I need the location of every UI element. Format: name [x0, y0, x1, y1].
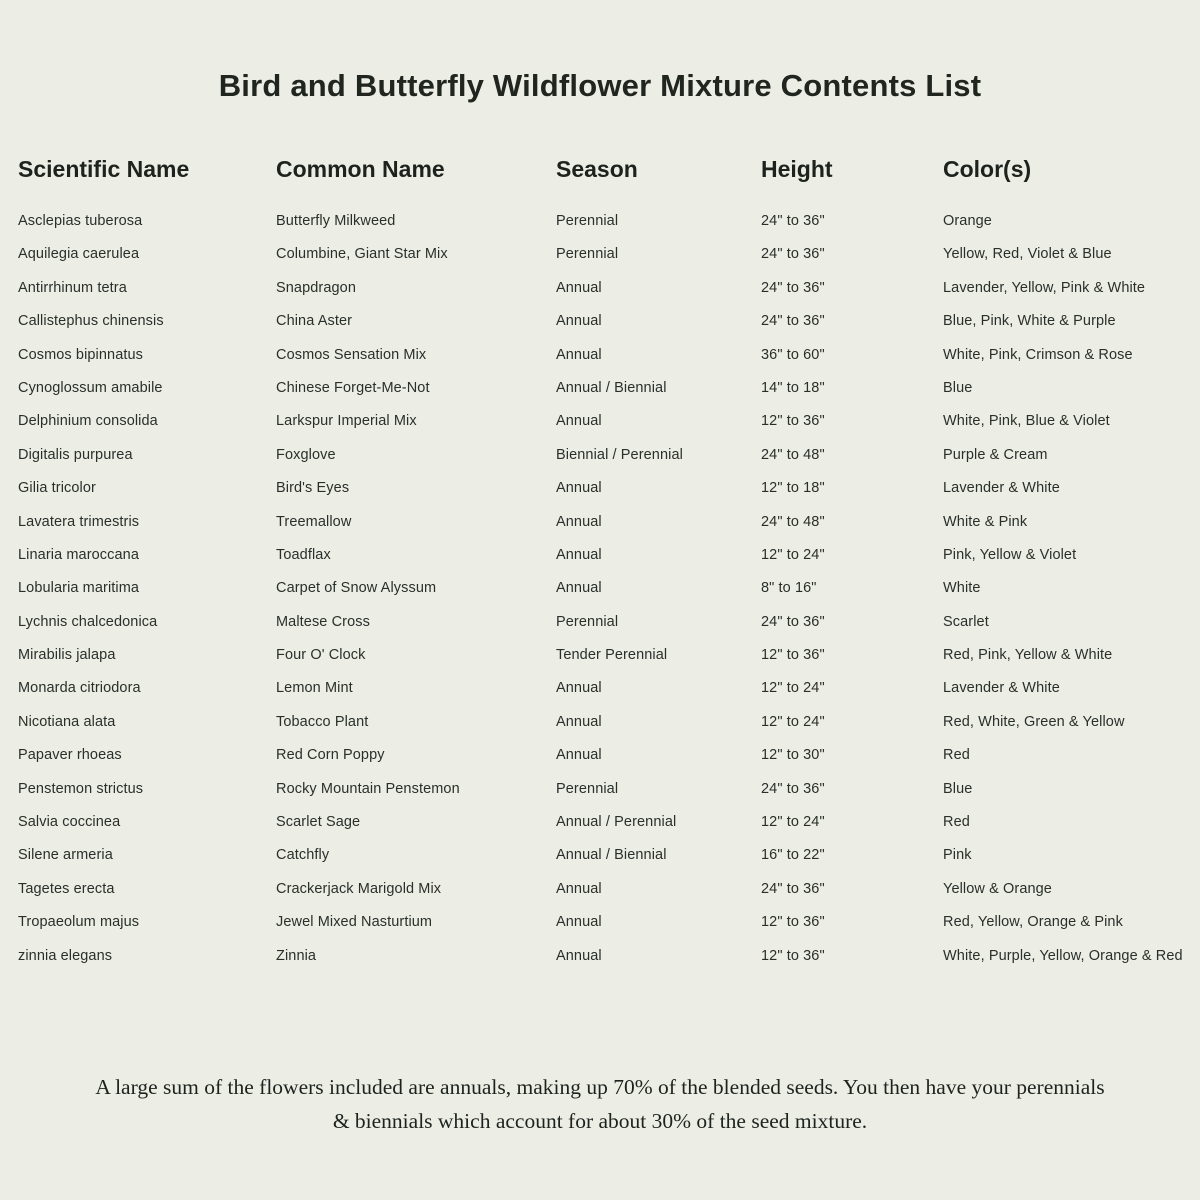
cell-height: 24" to 48": [761, 513, 825, 530]
page-title: Bird and Butterfly Wildflower Mixture Contents List: [218, 68, 982, 103]
cell-height: 16" to 22": [761, 847, 825, 864]
cell-common-name: Cosmos Sensation Mix: [276, 346, 427, 363]
cell-season: Biennial / Perennial: [556, 446, 683, 463]
cell-season: Annual / Perennial: [556, 814, 677, 831]
table-row: [18, 580, 1182, 613]
column-header-season: Season: [556, 156, 638, 182]
cell-common-name: Tobacco Plant: [276, 713, 369, 730]
cell-scientific-name: Salvia coccinea: [18, 814, 121, 831]
cell-season: Annual: [556, 279, 602, 296]
cell-height: 12" to 36": [761, 947, 825, 964]
table-row: [18, 614, 1182, 647]
cell-season: Annual: [556, 313, 602, 330]
cell-scientific-name: Linaria maroccana: [18, 546, 139, 563]
cell-height: 12" to 36": [761, 914, 825, 931]
cell-common-name: Red Corn Poppy: [276, 747, 385, 764]
cell-colors: White, Pink, Crimson & Rose: [943, 346, 1133, 363]
cell-season: Annual: [556, 546, 602, 563]
cell-season: Annual: [556, 914, 602, 931]
cell-height: 12" to 24": [761, 713, 825, 730]
cell-scientific-name: Gilia tricolor: [18, 480, 96, 497]
cell-season: Annual: [556, 413, 602, 430]
cell-height: 14" to 18": [761, 379, 825, 396]
cell-common-name: Toadflax: [276, 546, 331, 563]
cell-season: Perennial: [556, 613, 619, 630]
cell-colors: White: [943, 580, 981, 597]
cell-common-name: Four O' Clock: [276, 647, 366, 664]
cell-scientific-name: Papaver rhoeas: [18, 747, 122, 764]
contents-table-container: [0, 156, 1200, 981]
cell-scientific-name: Digitalis purpurea: [18, 446, 133, 463]
table-row: [18, 380, 1182, 413]
cell-season: Annual: [556, 880, 602, 897]
cell-height: 24" to 36": [761, 880, 825, 897]
cell-common-name: Zinnia: [276, 947, 317, 964]
cell-common-name: Scarlet Sage: [276, 814, 361, 831]
cell-season: Annual: [556, 947, 602, 964]
table-row: [18, 347, 1182, 380]
column-header-common-name: Common Name: [276, 156, 445, 182]
cell-scientific-name: zinnia elegans: [18, 947, 113, 964]
cell-season: Annual: [556, 747, 602, 764]
cell-colors: Lavender & White: [943, 680, 1060, 697]
cell-height: 12" to 18": [761, 480, 825, 497]
table-row: [18, 514, 1182, 547]
cell-height: 24" to 36": [761, 246, 825, 263]
cell-colors: Blue: [943, 780, 973, 797]
cell-colors: White, Purple, Yellow, Orange & Red: [943, 947, 1183, 964]
cell-common-name: Larkspur Imperial Mix: [276, 413, 417, 430]
cell-scientific-name: Nicotiana alata: [18, 713, 116, 730]
cell-height: 12" to 24": [761, 814, 825, 831]
cell-season: Tender Perennial: [556, 647, 668, 664]
cell-scientific-name: Antirrhinum tetra: [18, 279, 127, 296]
cell-common-name: Columbine, Giant Star Mix: [276, 246, 448, 263]
cell-height: 24" to 48": [761, 446, 825, 463]
cell-scientific-name: Mirabilis jalapa: [18, 647, 116, 664]
cell-season: Annual / Biennial: [556, 379, 667, 396]
cell-colors: Orange: [943, 213, 992, 229]
cell-season: Annual: [556, 346, 602, 363]
table-row: [18, 914, 1182, 947]
cell-common-name: Snapdragon: [276, 279, 357, 296]
cell-height: 12" to 36": [761, 413, 825, 430]
cell-scientific-name: Penstemon strictus: [18, 780, 144, 797]
cell-colors: Blue, Pink, White & Purple: [943, 313, 1116, 330]
cell-common-name: Jewel Mixed Nasturtium: [276, 914, 433, 931]
cell-height: 24" to 36": [761, 213, 825, 229]
cell-height: 24" to 36": [761, 279, 825, 296]
cell-scientific-name: Lychnis chalcedonica: [18, 613, 158, 630]
cell-common-name: Crackerjack Marigold Mix: [276, 880, 442, 897]
cell-colors: Yellow, Red, Violet & Blue: [943, 246, 1112, 263]
cell-scientific-name: Cosmos bipinnatus: [18, 346, 144, 363]
cell-scientific-name: Delphinium consolida: [18, 413, 158, 430]
cell-colors: Blue: [943, 379, 973, 396]
cell-scientific-name: Asclepias tuberosa: [18, 213, 143, 229]
column-header-colors: Color(s): [943, 156, 1032, 182]
cell-colors: Red, Pink, Yellow & White: [943, 647, 1113, 664]
cell-common-name: Catchfly: [276, 847, 330, 864]
cell-season: Perennial: [556, 213, 619, 229]
table-row: [18, 647, 1182, 680]
cell-height: 24" to 36": [761, 780, 825, 797]
cell-season: Annual / Biennial: [556, 847, 667, 864]
cell-scientific-name: Tropaeolum majus: [18, 914, 140, 931]
cell-season: Annual: [556, 713, 602, 730]
cell-common-name: China Aster: [276, 313, 353, 330]
cell-scientific-name: Monarda citriodora: [18, 680, 141, 697]
cell-season: Annual: [556, 680, 602, 697]
cell-common-name: Lemon Mint: [276, 680, 353, 697]
cell-season: Annual: [556, 580, 602, 597]
cell-colors: Scarlet: [943, 613, 989, 630]
cell-season: Annual: [556, 480, 602, 497]
cell-common-name: Chinese Forget-Me-Not: [276, 379, 430, 396]
table-row: [18, 781, 1182, 814]
cell-colors: Pink: [943, 847, 972, 864]
cell-colors: Lavender, Yellow, Pink & White: [943, 279, 1146, 296]
cell-colors: Red: [943, 814, 970, 831]
table-row: [18, 280, 1182, 313]
cell-common-name: Bird's Eyes: [276, 480, 350, 497]
table-row: [18, 480, 1182, 513]
cell-height: 36" to 60": [761, 346, 825, 363]
cell-common-name: Maltese Cross: [276, 613, 370, 630]
cell-common-name: Treemallow: [276, 513, 352, 530]
cell-colors: Red, White, Green & Yellow: [943, 713, 1125, 730]
cell-season: Annual: [556, 513, 602, 530]
cell-colors: Red: [943, 747, 970, 764]
cell-height: 12" to 24": [761, 680, 825, 697]
cell-common-name: Foxglove: [276, 446, 336, 463]
table-row: [18, 680, 1182, 713]
table-row: [18, 747, 1182, 780]
table-row: [18, 547, 1182, 580]
table-header-row: [18, 156, 1182, 213]
cell-season: Perennial: [556, 780, 619, 797]
cell-season: Perennial: [556, 246, 619, 263]
cell-colors: White, Pink, Blue & Violet: [943, 413, 1110, 430]
column-header-scientific-name: Scientific Name: [18, 156, 190, 182]
table-row: [18, 447, 1182, 480]
cell-scientific-name: Silene armeria: [18, 847, 113, 864]
cell-colors: Pink, Yellow & Violet: [943, 546, 1077, 563]
cell-common-name: Rocky Mountain Penstemon: [276, 780, 460, 797]
cell-scientific-name: Cynoglossum amabile: [18, 379, 163, 396]
cell-common-name: Butterfly Milkweed: [276, 213, 396, 229]
cell-scientific-name: Aquilegia caerulea: [18, 246, 140, 263]
cell-colors: White & Pink: [943, 513, 1028, 530]
cell-scientific-name: Lobularia maritima: [18, 580, 140, 597]
table-row: [18, 313, 1182, 346]
cell-colors: Yellow & Orange: [943, 880, 1052, 897]
cell-common-name: Carpet of Snow Alyssum: [276, 580, 437, 597]
cell-scientific-name: Lavatera trimestris: [18, 513, 140, 530]
cell-height: 24" to 36": [761, 613, 825, 630]
cell-height: 8" to 16": [761, 580, 817, 597]
contents-table: [18, 156, 1182, 981]
table-row: [18, 714, 1182, 747]
table-row: [18, 246, 1182, 279]
cell-height: 12" to 24": [761, 546, 825, 563]
cell-scientific-name: Tagetes erecta: [18, 880, 115, 897]
footer-note: A large sum of the flowers included are annuals, making up 70% of the blended seeds. You then have your perennials & biennials which account for about 30% of the seed mixture.: [95, 1075, 1105, 1133]
table-row: [18, 881, 1182, 914]
table-row: [18, 213, 1182, 246]
cell-colors: Lavender & White: [943, 480, 1060, 497]
column-header-height: Height: [761, 156, 833, 182]
cell-height: 24" to 36": [761, 313, 825, 330]
cell-scientific-name: Callistephus chinensis: [18, 313, 164, 330]
table-body: [18, 213, 1182, 981]
table-row: [18, 814, 1182, 847]
table-row: [18, 948, 1182, 981]
table-row: [18, 847, 1182, 880]
cell-colors: Red, Yellow, Orange & Pink: [943, 914, 1123, 931]
cell-height: 12" to 36": [761, 647, 825, 664]
table-row: [18, 413, 1182, 446]
table-header: [18, 156, 1182, 213]
cell-height: 12" to 30": [761, 747, 825, 764]
cell-colors: Purple & Cream: [943, 446, 1048, 463]
